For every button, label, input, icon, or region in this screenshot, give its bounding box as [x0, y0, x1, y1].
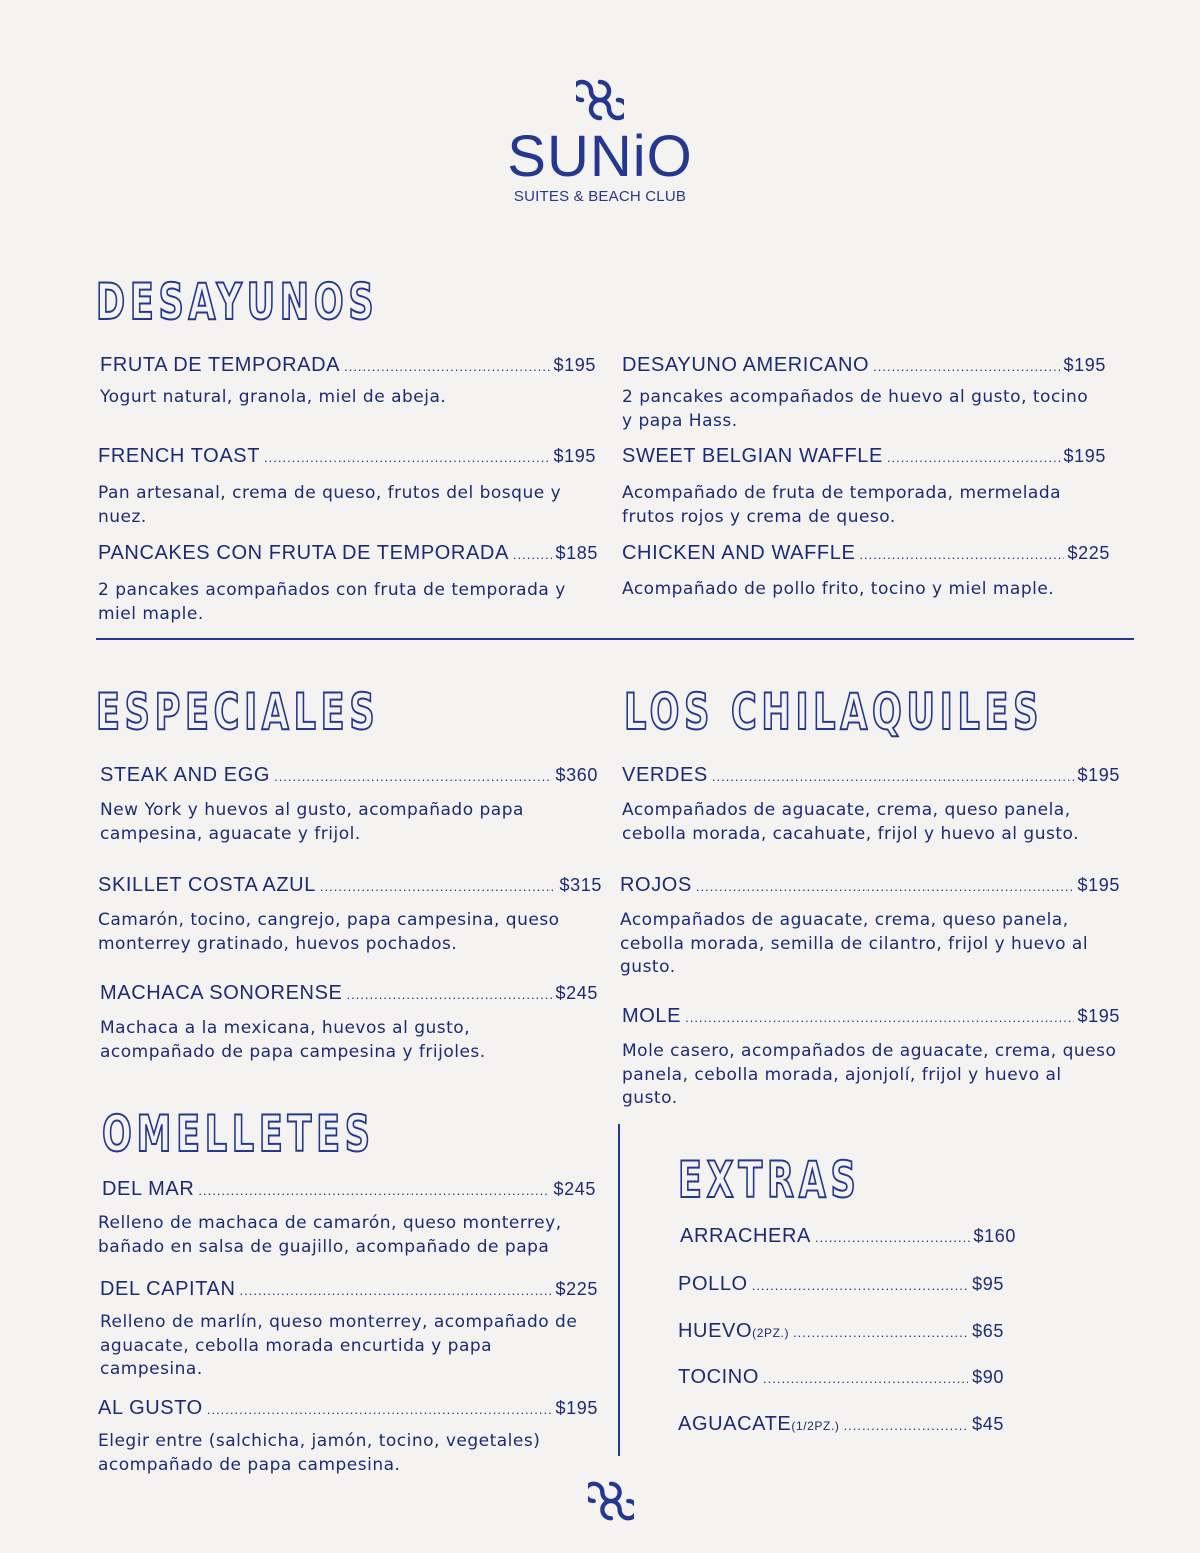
item-description: 2 pancakes acompañados de huevo al gusto, tocino y papa Hass.: [622, 387, 1089, 431]
menu-item: [98, 542, 598, 626]
item-price: $225: [555, 1279, 598, 1299]
item-name: ARRACHERA: [680, 1225, 811, 1247]
item-name: TOCINO: [678, 1366, 760, 1388]
extra-item: [678, 1273, 1004, 1296]
menu-item: [100, 1278, 598, 1382]
item-name: PANCAKES CON FRUTA DE TEMPORADA: [98, 542, 509, 564]
item-name: STEAK AND EGG: [100, 764, 271, 786]
item-name: SKILLET COSTA AZUL: [98, 874, 316, 896]
brand-logo-mark-icon: [588, 1478, 634, 1524]
menu-item: [98, 874, 602, 956]
item-price: $195: [555, 1398, 598, 1418]
extra-item: [678, 1320, 1004, 1343]
item-name: SWEET BELGIAN WAFFLE: [622, 445, 883, 467]
item-price: $245: [555, 983, 598, 1003]
item-price: $160: [973, 1226, 1016, 1246]
item-price: $225: [1067, 543, 1110, 563]
item-name: MOLE: [622, 1005, 682, 1027]
section-title-chilaquiles: LOS CHILAQUILES: [624, 683, 1044, 741]
menu-item: [98, 445, 596, 529]
item-name: AL GUSTO: [98, 1397, 203, 1419]
menu-item: [98, 1178, 596, 1259]
item-name: DEL MAR: [102, 1178, 195, 1200]
item-description: Mole casero, acompañados de aguacate, crema, queso panela, cebolla morada, ajonjolí, frijol y huevo al gusto.: [622, 1041, 1117, 1108]
item-description: Machaca a la mexicana, huevos al gusto, acompañado de papa campesina y frijoles.: [100, 1018, 486, 1062]
item-note: (1/2PZ.): [791, 1419, 840, 1433]
item-price: $195: [553, 446, 596, 466]
item-description: Elegir entre (salchicha, jamón, tocino, vegetales) acompañado de papa campesina.: [98, 1431, 541, 1475]
menu-item: [622, 354, 1106, 433]
item-price: $185: [555, 543, 598, 563]
item-description: Relleno de machaca de camarón, queso monterrey, bañado en salsa de guajillo, acompañado de papa: [98, 1213, 562, 1257]
item-price: $195: [553, 355, 596, 375]
menu-item: [622, 542, 1110, 602]
brand-name: SUNiO: [507, 124, 693, 189]
menu-item: [622, 764, 1120, 846]
item-price: $195: [1063, 355, 1106, 375]
extra-item: [678, 1413, 1004, 1436]
item-price: $195: [1077, 1006, 1120, 1026]
item-price: $45: [972, 1414, 1004, 1434]
item-name: FRENCH TOAST: [98, 445, 261, 467]
item-name: POLLO: [678, 1273, 748, 1295]
item-price: $90: [972, 1367, 1004, 1387]
menu-item: [100, 764, 598, 846]
item-price: $360: [555, 765, 598, 785]
item-description: Acompañado de fruta de temporada, mermelada frutos rojos y crema de queso.: [622, 483, 1062, 527]
item-name: VERDES: [622, 764, 708, 786]
brand-subtitle: SUITES & BEACH CLUB: [513, 188, 687, 205]
item-description: Pan artesanal, crema de queso, frutos del bosque y nuez.: [98, 483, 562, 527]
item-description: Relleno de marlín, queso monterrey, acompañado de aguacate, cebolla morada encurtida y papa campesina.: [100, 1312, 578, 1379]
item-price: $315: [559, 875, 602, 895]
item-name: AGUACATE: [678, 1413, 792, 1435]
column-divider: [618, 1124, 620, 1456]
item-price: $195: [1063, 446, 1106, 466]
item-price: $65: [972, 1321, 1004, 1341]
item-description: New York y huevos al gusto, acompañado papa campesina, aguacate y frijol.: [100, 800, 524, 844]
section-title-omelletes: OMELLETES: [102, 1105, 375, 1163]
brand-logo-mark-icon: [576, 76, 624, 124]
menu-item: [100, 354, 596, 410]
section-divider: [96, 638, 1134, 640]
item-description: Acompañados de aguacate, crema, queso panela, cebolla morada, cacahuate, frijol y huevo al gusto.: [622, 800, 1079, 844]
item-description: Acompañados de aguacate, crema, queso panela, cebolla morada, semilla de cilantro, frijol y huevo al gusto.: [620, 910, 1089, 977]
section-title-desayunos: DESAYUNOS: [96, 273, 379, 331]
section-title-especiales: ESPECIALES: [96, 683, 380, 741]
menu-item: [98, 1397, 598, 1477]
item-description: 2 pancakes acompañados con fruta de temporada y miel maple.: [98, 580, 566, 624]
menu-item: [620, 874, 1120, 980]
item-price: $95: [972, 1274, 1004, 1294]
item-name: DEL CAPITAN: [100, 1278, 236, 1300]
item-description: Camarón, tocino, cangrejo, papa campesina, queso monterrey gratinado, huevos pochados.: [98, 910, 560, 954]
extra-item: [680, 1225, 1016, 1248]
item-price: $245: [553, 1179, 596, 1199]
menu-item: [622, 1005, 1120, 1111]
item-name: DESAYUNO AMERICANO: [622, 354, 870, 376]
item-name: ROJOS: [620, 874, 692, 896]
menu-item: [100, 982, 598, 1064]
item-description: Acompañado de pollo frito, tocino y miel maple.: [622, 579, 1055, 599]
item-name: FRUTA DE TEMPORADA: [100, 354, 341, 376]
item-description: Yogurt natural, granola, miel de abeja.: [100, 387, 447, 407]
brand-logo-wordmark: [500, 122, 700, 192]
item-price: $195: [1077, 765, 1120, 785]
section-title-extras: EXTRAS: [678, 1151, 861, 1209]
extra-item: [678, 1366, 1004, 1389]
item-name: CHICKEN AND WAFFLE: [622, 542, 856, 564]
menu-item: [622, 445, 1106, 529]
item-name: MACHACA SONORENSE: [100, 982, 343, 1004]
item-price: $195: [1077, 875, 1120, 895]
item-name: HUEVO: [678, 1320, 753, 1342]
item-note: (2PZ.): [752, 1326, 790, 1340]
